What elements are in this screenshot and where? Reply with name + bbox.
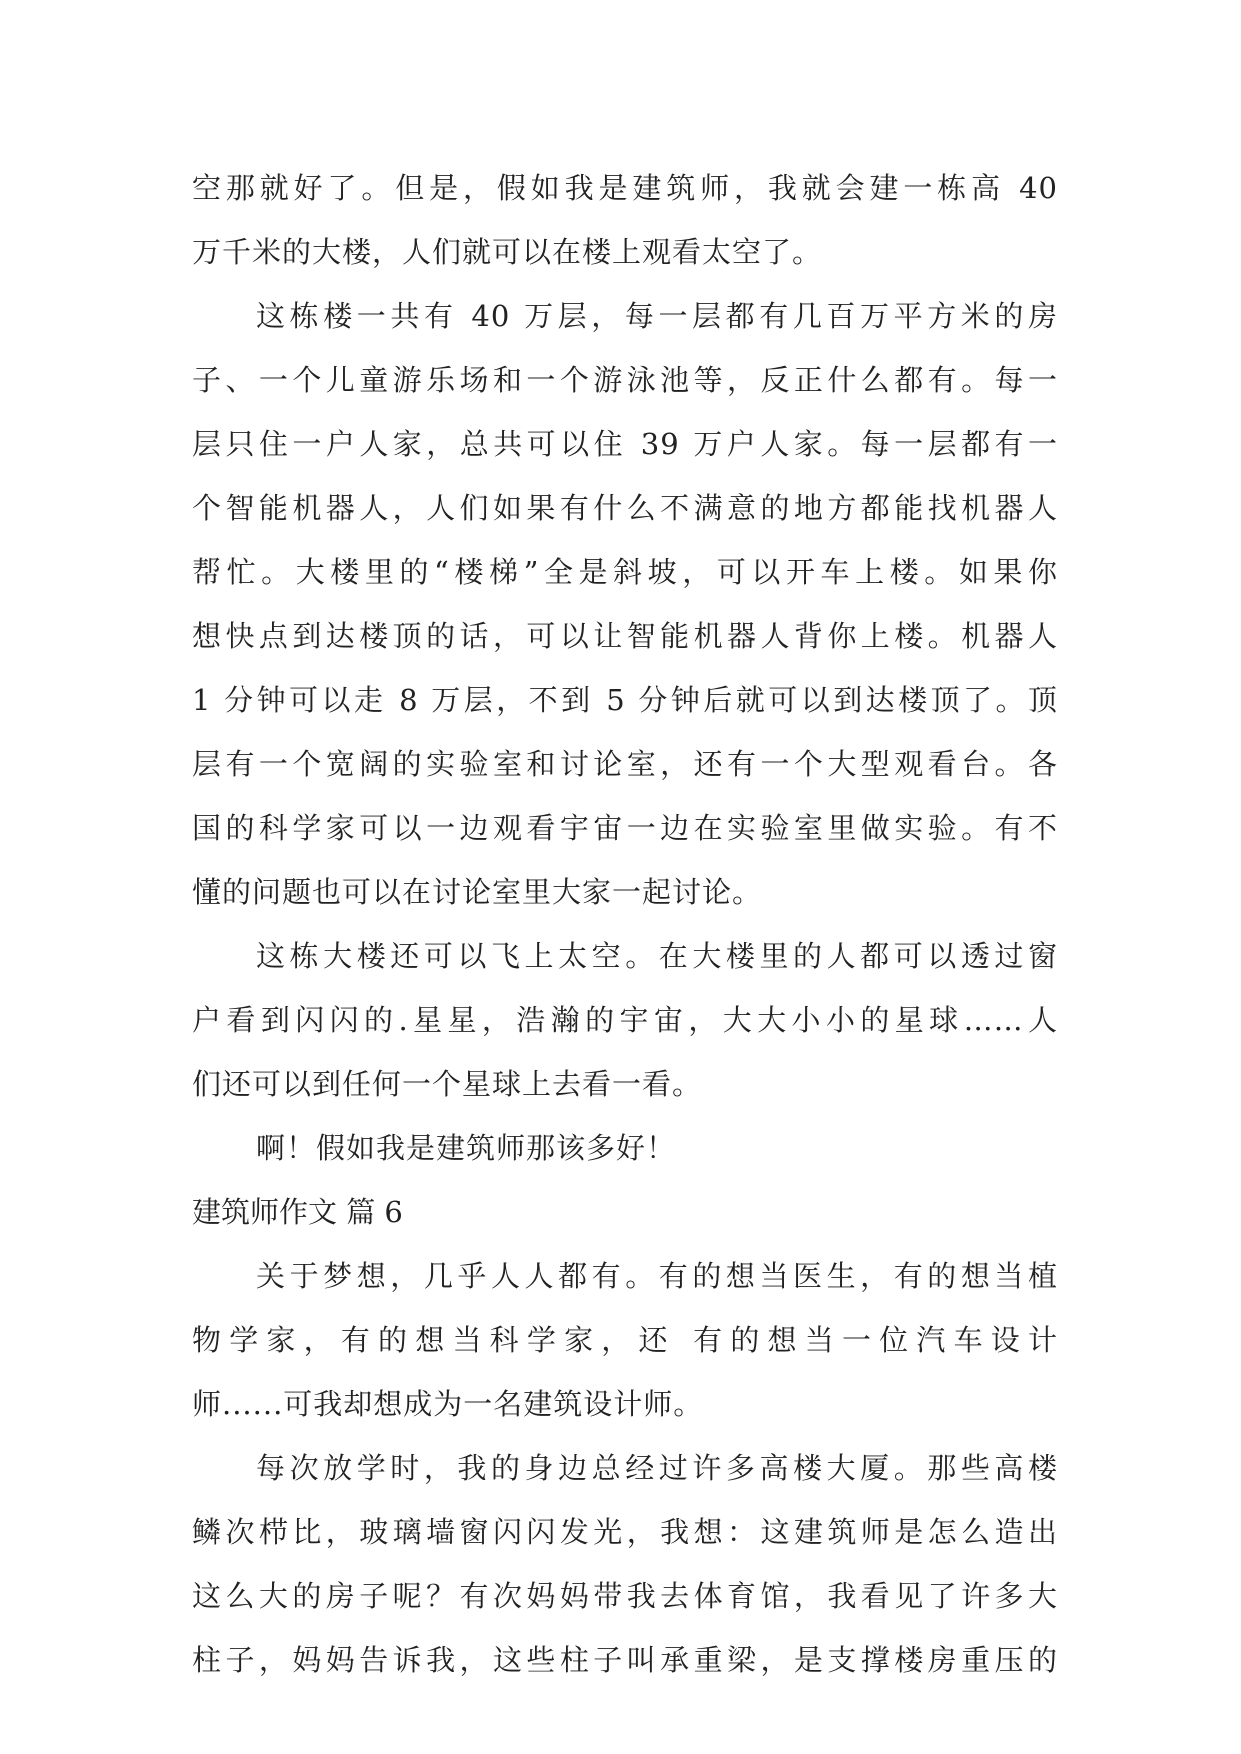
text-line: 子、一个儿童游乐场和一个游泳池等，反正什么都有。每一 — [192, 363, 1058, 397]
text-line: 这栋楼一共有 40 万层，每一层都有几百万平方米的房 — [256, 299, 1058, 333]
text-line: 空那就好了。但是，假如我是建筑师，我就会建一栋高 40 — [192, 171, 1058, 205]
text-line: 这么大的房子呢？有次妈妈带我去体育馆，我看见了许多大 — [192, 1579, 1058, 1613]
text-line: 关于梦想，几乎人人都有。有的想当医生，有的想当植 — [256, 1259, 1058, 1293]
text-line: 帮忙。大楼里的“楼梯”全是斜坡，可以开车上楼。如果你 — [192, 555, 1058, 589]
text-line: 师......可我却想成为一名建筑设计师。 — [192, 1387, 704, 1421]
text-line: 户看到闪闪的.星星，浩瀚的宇宙，大大小小的星球……人 — [192, 1003, 1058, 1037]
text-line: 万千米的大楼，人们就可以在楼上观看太空了。 — [192, 235, 823, 269]
text-line: 啊！假如我是建筑师那该多好！ — [256, 1131, 677, 1165]
text-line: 层有一个宽阔的实验室和讨论室，还有一个大型观看台。各 — [192, 747, 1058, 781]
text-line: 想快点到达楼顶的话，可以让智能机器人背你上楼。机器人 — [192, 619, 1058, 653]
text-line: 懂的问题也可以在讨论室里大家一起讨论。 — [192, 875, 763, 909]
text-line: 柱子，妈妈告诉我，这些柱子叫承重梁，是支撑楼房重压的 — [192, 1643, 1058, 1677]
text-line: 鳞次栉比，玻璃墙窗闪闪发光，我想：这建筑师是怎么造出 — [192, 1515, 1058, 1549]
text-line: 1 分钟可以走 8 万层，不到 5 分钟后就可以到达楼顶了。顶 — [192, 683, 1058, 717]
text-line: 物学家，有的想当科学家，还 有的想当一位汽车设计 — [192, 1323, 1058, 1357]
section-heading: 建筑师作文 篇 6 — [192, 1195, 403, 1229]
text-line: 个智能机器人，人们如果有什么不满意的地方都能找机器人 — [192, 491, 1058, 525]
text-line: 国的科学家可以一边观看宇宙一边在实验室里做实验。有不 — [192, 811, 1058, 845]
text-line: 们还可以到任何一个星球上去看一看。 — [192, 1067, 703, 1101]
text-line: 这栋大楼还可以飞上太空。在大楼里的人都可以透过窗 — [256, 939, 1058, 973]
text-line: 层只住一户人家，总共可以住 39 万户人家。每一层都有一 — [192, 427, 1058, 461]
text-line: 每次放学时，我的身边总经过许多高楼大厦。那些高楼 — [256, 1451, 1058, 1485]
